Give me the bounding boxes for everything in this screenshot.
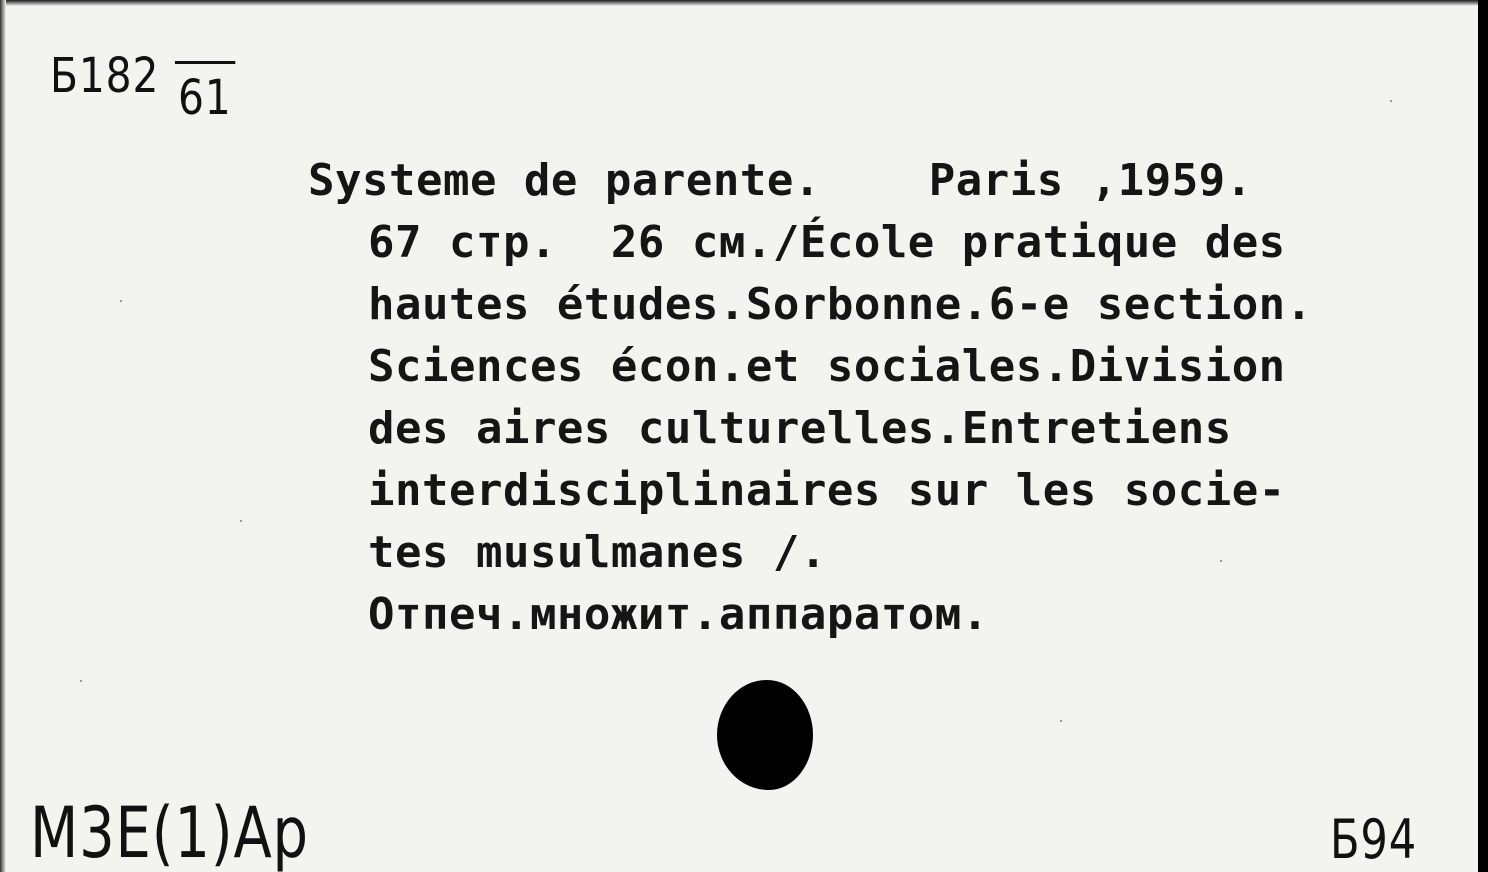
typed-line-3: hautes études.Sorbonne.6-e section.	[368, 279, 1313, 330]
card-edge-left	[0, 0, 6, 872]
item-number: Б94	[1330, 808, 1418, 871]
typed-line-7: tes musulmanes /.	[368, 527, 827, 578]
typed-line-2: 67 стр. 26 см./École pratique des	[368, 217, 1286, 268]
card-edge-top	[0, 0, 1488, 6]
noise-speck	[120, 300, 122, 302]
noise-speck	[240, 520, 242, 522]
typed-line-5: des aires culturelles.Entretiens	[368, 403, 1232, 454]
typed-line-6: interdisciplinaires sur les socie-	[368, 465, 1286, 516]
punch-hole	[717, 680, 813, 790]
typed-line-4: Sciences écon.et sociales.Division	[368, 341, 1286, 392]
noise-speck	[1390, 100, 1392, 102]
call-number	[50, 48, 235, 126]
shelf-mark: М3Е(1)Ар	[30, 792, 309, 872]
typed-line-8: Отпеч.множит.аппаратом.	[368, 589, 989, 640]
typed-line-1: Systeme de parente. Paris ,1959.	[308, 155, 1253, 206]
call-number-main: Б182	[50, 48, 160, 104]
call-number-sub: 61	[175, 61, 235, 126]
noise-speck	[80, 680, 82, 682]
card-edge-right	[1478, 0, 1488, 872]
noise-speck	[1060, 720, 1062, 722]
noise-speck	[1220, 560, 1222, 562]
